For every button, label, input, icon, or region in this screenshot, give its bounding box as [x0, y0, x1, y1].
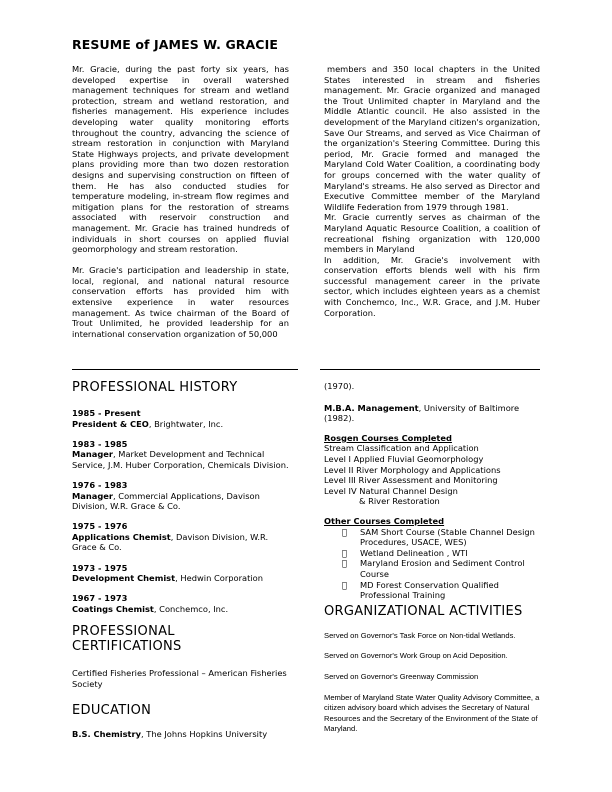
organizational-list: [324, 631, 542, 735]
bullet-icon: [324, 527, 360, 548]
job-years: 1967 - 1973: [72, 593, 128, 604]
right-lower-column: [324, 381, 542, 735]
bullet-icon: [324, 558, 360, 579]
job-org: , Brightwater, Inc.: [148, 418, 224, 429]
organizational-item: Served on Governor's Work Group on Acid Deposition.: [324, 651, 508, 661]
professional-history-heading: PROFESSIONAL HISTORY: [72, 380, 238, 395]
job-role: President & CEO: [72, 418, 149, 429]
job-years: 1973 - 1975: [72, 562, 128, 573]
job-entry: [72, 439, 294, 471]
job-role: Applications Chemist: [72, 531, 171, 542]
organizational-heading: ORGANIZATIONAL ACTIVITIES: [324, 603, 523, 619]
bs-school: , The Johns Hopkins University: [141, 729, 268, 740]
other-course-text: Wetland Delineation , WTI: [360, 547, 468, 558]
job-entry: [72, 593, 294, 614]
other-course-item: [324, 527, 542, 548]
rosgen-item: Level III River Assessment and Monitoring: [324, 475, 498, 486]
other-course-text: MD Forest Conservation Qualified Professional Training: [360, 579, 499, 601]
bs-degree: B.S. Chemistry: [72, 729, 142, 740]
rosgen-heading: Rosgen Courses Completed: [324, 432, 452, 443]
other-courses-heading: Other Courses Completed: [324, 515, 445, 526]
bio-right-column: [324, 64, 540, 318]
mba-school: , University of Baltimore (1982).: [324, 402, 520, 424]
bullet-icon: [324, 580, 360, 601]
job-role: Manager: [72, 490, 114, 501]
certifications-heading: [72, 624, 294, 654]
job-years: 1976 - 1983: [72, 479, 128, 490]
bio-paragraph-3: members and 350 local chapters in the United States interested in stream and fisheries management. Mr. Gracie organized and managed the Trout Unlimited chapter in Maryland and the Middle Atlantic council. He also assisted in the development of the Maryland citizen's organization, Save Our Streams, and served as Vice Chairman of the organization's Steering Committee. During this period, Mr. Gracie formed and managed the Maryland Cold Water Coalition, a coordinating body for groups concerned with the water quality of Maryland's streams. He also served as Director and Executive Committee member of the Maryland Wildlife Federation from 1979 through 1981.: [324, 64, 540, 212]
other-course-item: [324, 558, 542, 579]
job-org: , Hedwin Corporation: [175, 573, 263, 584]
job-years: 1983 - 1985: [72, 438, 128, 449]
job-role: Manager: [72, 449, 114, 460]
page-title: RESUME of JAMES W. GRACIE: [72, 37, 278, 52]
rosgen-item: Level II River Morphology and Applications: [324, 464, 501, 475]
left-lower-column: [72, 380, 294, 740]
other-courses-section: [324, 516, 542, 601]
job-list: [72, 408, 294, 614]
bio-paragraph-1: Mr. Gracie, during the past forty six years, has developed expertise in overall watershed management techniques for stream and wetland protection, stream and wetland restoration, and fisheries management. His experience includes developing water quality monitoring efforts throughout the country, advancing the science of stream restoration in conjunction with Maryland State Highways projects, and private development plans providing more than two dozen restoration designs and supervising construction on fifteen of them. He has also conducted studies for temperature modeling, in-stream flow regimes and mitigation plans for the restoration of streams associated with reservoir construction and management. Mr. Gracie has trained hundreds of individuals in short courses on applied fluvial geomorphology and stream restoration.: [72, 64, 289, 255]
organizational-item: Member of Maryland State Water Quality Advisory Committee, a citizen advisory board which advises the Secretary of Natural Resources and the Secretary of the Environment of the State of Maryland.: [324, 692, 540, 734]
certifications-heading-line1: PROFESSIONAL: [72, 623, 175, 639]
organizational-item: Served on Governor's Task Force on Non-tidal Wetlands.: [324, 630, 516, 640]
education-heading: EDUCATION: [72, 703, 152, 719]
bio-left-column: [72, 64, 289, 339]
job-org: , Market Development and Technical Service, J.M. Huber Corporation, Chemicals Division.: [72, 449, 289, 470]
rosgen-item: Level I Applied Fluvial Geomorphology: [324, 453, 484, 464]
other-course-item: [324, 548, 542, 559]
job-role: Coatings Chemist: [72, 603, 154, 614]
job-org: , Davison Division, W.R. Grace & Co.: [72, 531, 269, 553]
education-bs: [72, 729, 294, 740]
bullet-icon: [324, 548, 360, 559]
rosgen-item-continuation: & River Restoration: [359, 496, 440, 507]
bio-paragraph-2: Mr. Gracie's participation and leadership in state, local, regional, and national natural resource conservation efforts has provided him with extensive experience in water resources management. As twice chairman of the Board of Trout Unlimited, he provided leadership for an international conservation organization of 50,000: [72, 265, 289, 339]
job-org: , Conchemco, Inc.: [153, 603, 229, 614]
mba-degree: M.B.A. Management: [324, 402, 419, 413]
job-entry: [72, 563, 294, 584]
bio-paragraph-4: Mr. Gracie currently serves as chairman of the Maryland Aquatic Resource Coalition, a coalition of recreational fishing organization with 120,000 members in Maryland: [324, 212, 540, 255]
job-role: Development Chemist: [72, 573, 176, 584]
job-entry: [72, 408, 294, 429]
rosgen-item: Stream Classification and Application: [324, 443, 479, 454]
other-course-text: SAM Short Course (Stable Channel Design Procedures, USACE, WES): [360, 526, 535, 548]
rosgen-item: Level IV Natural Channel Design: [324, 485, 458, 496]
job-org: , Commercial Applications, Davison Division, W.R. Grace & Co.: [72, 490, 260, 512]
certifications-heading-line2: CERTIFICATIONS: [72, 638, 182, 654]
rosgen-section: [324, 433, 542, 507]
education-mba: [324, 403, 542, 424]
bio-paragraph-5: In addition, Mr. Gracie's involvement with conservation efforts blends well with his firm successful management career in the private sector, which includes eighteen years as a chemist with Conchemco, Inc., W.R. Grace, and J.M. Huber Corporation.: [324, 254, 540, 318]
section-divider-left: [72, 369, 298, 370]
education-bs-year: (1970).: [324, 381, 355, 391]
certification-text: Certified Fisheries Professional – American Fisheries Society: [72, 667, 287, 689]
job-entry: [72, 521, 294, 553]
job-years: 1985 - Present: [72, 408, 141, 418]
job-years: 1975 - 1976: [72, 521, 128, 532]
other-course-text: Maryland Erosion and Sediment Control Course: [360, 558, 525, 579]
other-course-item: [324, 580, 542, 601]
section-divider-right: [320, 369, 540, 370]
job-entry: [72, 480, 294, 512]
organizational-item: Served on Governor's Greenway Commission: [324, 671, 479, 681]
